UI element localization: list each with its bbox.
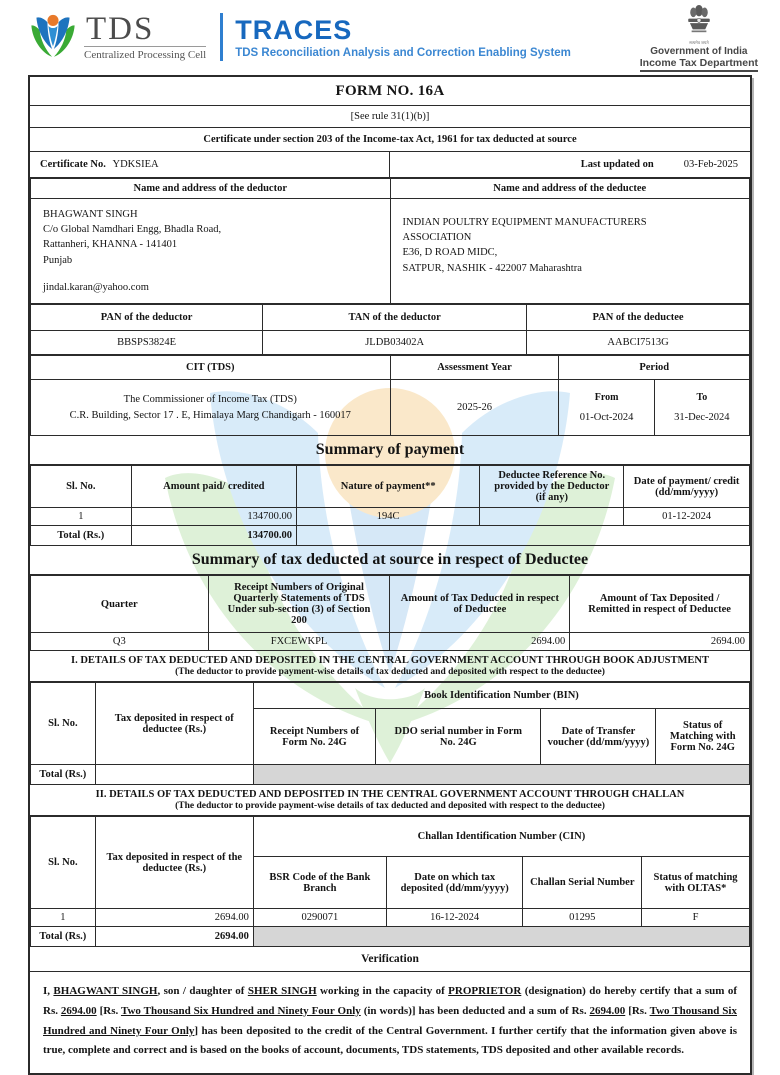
verification-designation: PROPRIETOR bbox=[448, 985, 522, 998]
deductor-address-line: Rattanheri, KHANNA - 141401 bbox=[43, 239, 178, 251]
s2-row-bsr: 0290071 bbox=[253, 909, 386, 927]
col-deductee-ref: Deductee Reference No. provided by the Deductor (if any) bbox=[480, 466, 624, 508]
s1-bin-header: Book Identification Number (BIN) bbox=[253, 683, 749, 709]
s2-col-sl: Sl. No. bbox=[31, 817, 96, 909]
pan-tan-table bbox=[30, 304, 750, 355]
s1-col-ddo-serial: DDO serial number in Form No. 24G bbox=[376, 709, 541, 765]
certificate-description: Certificate under section 203 of the Income-tax Act, 1961 for tax deducted at source bbox=[30, 128, 750, 152]
pan-deductor-value: BBSPS3824E bbox=[31, 331, 263, 355]
s2-col-deposit-date: Date on which tax deposited (dd/mm/yyyy) bbox=[386, 857, 523, 909]
summary-payment-title: Summary of payment bbox=[30, 436, 750, 465]
assessment-year-value: 2025-26 bbox=[390, 380, 559, 436]
deductor-address-header: Name and address of the deductor bbox=[31, 179, 391, 199]
certificate-number-row bbox=[30, 152, 750, 178]
verification-text bbox=[30, 972, 750, 1073]
pan-deductee-value: AABCI7513G bbox=[527, 331, 750, 355]
challan-table bbox=[30, 816, 750, 947]
last-updated-cell bbox=[390, 152, 750, 177]
tax-row-quarter: Q3 bbox=[31, 633, 209, 651]
s2-col-tax-deposited: Tax deposited in respect of the deductee (Rs.) bbox=[95, 817, 253, 909]
tds-logo bbox=[30, 11, 206, 63]
certificate-no-value: YDKSIEA bbox=[112, 159, 159, 170]
tan-deductor-value: JLDB03402A bbox=[263, 331, 527, 355]
period-header: Period bbox=[559, 356, 750, 380]
verification-amount-deducted: 2694.00 bbox=[60, 1004, 97, 1017]
s2-row-status: F bbox=[642, 909, 750, 927]
cit-address-line2: C.R. Building, Sector 17 . E, Himalaya Marg Chandigarh - 160017 bbox=[69, 409, 351, 421]
form-title: FORM NO. 16A bbox=[30, 77, 750, 106]
traces-tagline: TDS Reconciliation Analysis and Correction Enabling System bbox=[235, 47, 571, 59]
deductor-name: BHAGWANT SINGH bbox=[43, 209, 138, 220]
summary-tax-table bbox=[30, 575, 750, 651]
s2-cin-header: Challan Identification Number (CIN) bbox=[253, 817, 749, 857]
s1-col-transfer-date: Date of Transfer voucher (dd/mm/yyyy) bbox=[541, 709, 656, 765]
payment-total-label: Total (Rs.) bbox=[31, 526, 132, 546]
period-from-label: From bbox=[594, 392, 619, 404]
col-amount-paid: Amount paid/ credited bbox=[131, 466, 296, 508]
deductee-name: INDIAN POULTRY EQUIPMENT MANUFACTURERS bbox=[402, 217, 647, 228]
tds-flower-icon bbox=[30, 11, 76, 63]
deductor-address-line: C/o Global Namdhari Engg, Bhadla Road, bbox=[43, 224, 222, 236]
verification-segment: [Rs. bbox=[96, 1004, 121, 1017]
traces-block bbox=[235, 15, 571, 59]
income-tax-department-label: Income Tax Department bbox=[640, 57, 758, 72]
s1-total-shaded bbox=[253, 765, 749, 785]
section2-heading bbox=[30, 785, 750, 816]
col-tax-deducted: Amount of Tax Deducted in respect of Deductee bbox=[390, 576, 570, 633]
verification-title: Verification bbox=[30, 947, 750, 972]
assessment-year-header: Assessment Year bbox=[390, 356, 559, 380]
payment-row-sl: 1 bbox=[31, 508, 132, 526]
s2-col-bsr-code: BSR Code of the Bank Branch bbox=[253, 857, 386, 909]
traces-title: TRACES bbox=[235, 15, 353, 45]
s2-col-oltas-status: Status of matching with OLTAS* bbox=[642, 857, 750, 909]
last-updated-value: 03-Feb-2025 bbox=[683, 159, 738, 170]
payment-row-date: 01-12-2024 bbox=[624, 508, 750, 526]
verification-segment: ] has been deposited to the credit of the Central Government. I further certify that the information given above is true, complete and correct and is based on the books of account, documents, TDS statements, TDS deposited and other available records. bbox=[43, 1024, 737, 1057]
header-divider bbox=[220, 13, 223, 61]
emblem-motto: सत्यमेव जयते bbox=[689, 39, 709, 45]
government-block bbox=[640, 3, 758, 72]
s1-total-label: Total (Rs.) bbox=[31, 765, 96, 785]
cit-period-table bbox=[30, 355, 750, 436]
deductor-address bbox=[31, 199, 391, 304]
pan-deductor-header: PAN of the deductor bbox=[31, 305, 263, 331]
deductor-email: jindal.karan@yahoo.com bbox=[43, 281, 149, 293]
s2-col-challan-serial: Challan Serial Number bbox=[523, 857, 642, 909]
section2-subtitle: (The deductor to provide payment-wise details of tax deducted and deposited with respect to the deductee) bbox=[175, 801, 605, 812]
verification-amount-deposited-words: Two Thousand Six Hundred and Ninety Four Only bbox=[43, 1004, 737, 1037]
form-box bbox=[28, 75, 752, 1075]
ashoka-emblem-icon bbox=[682, 3, 716, 41]
verification-segment: I, bbox=[43, 985, 54, 998]
payment-row-nature: 194C bbox=[297, 508, 480, 526]
deductee-address bbox=[390, 199, 750, 304]
deductee-address-header: Name and address of the deductee bbox=[390, 179, 750, 199]
deductor-address-line: Punjab bbox=[43, 254, 73, 266]
payment-total-value: 134700.00 bbox=[131, 526, 296, 546]
cit-address-line1: The Commissioner of Income Tax (TDS) bbox=[123, 393, 297, 405]
government-of-india-label: Government of India bbox=[650, 45, 748, 57]
col-quarter: Quarter bbox=[31, 576, 209, 633]
payment-total-empty bbox=[297, 526, 750, 546]
certificate-no-label: Certificate No. bbox=[40, 159, 106, 170]
parties-table bbox=[30, 178, 750, 304]
form-16a-document bbox=[28, 75, 752, 1075]
period-from-cell bbox=[559, 380, 654, 436]
summary-tax-title: Summary of tax deducted at source in respect of Deductee bbox=[30, 546, 750, 575]
tax-row-receipt: FXCEWKPL bbox=[208, 633, 390, 651]
page-header bbox=[30, 5, 758, 69]
tds-logo-text bbox=[84, 11, 207, 63]
s2-row-date: 16-12-2024 bbox=[386, 909, 523, 927]
s1-col-sl: Sl. No. bbox=[31, 683, 96, 765]
section1-subtitle: (The deductor to provide payment-wise details of tax deducted and deposited with respect to the deductee) bbox=[175, 667, 605, 678]
verification-segment: (in words)] has been deducted and a sum of Rs. bbox=[360, 1004, 590, 1017]
col-receipt-numbers: Receipt Numbers of Original Quarterly Statements of TDS Under sub-section (3) of Section 200 bbox=[208, 576, 390, 633]
deductee-name-line: ASSOCIATION bbox=[402, 232, 472, 244]
tan-deductor-header: TAN of the deductor bbox=[263, 305, 527, 331]
s2-total-value: 2694.00 bbox=[95, 927, 253, 947]
col-date-of-payment: Date of payment/ credit (dd/mm/yyyy) bbox=[624, 466, 750, 508]
section1-title: I. DETAILS OF TAX DEDUCTED AND DEPOSITED IN THE CENTRAL GOVERNMENT ACCOUNT THROUGH BOOK ADJUSTMENT bbox=[71, 655, 709, 667]
section1-heading bbox=[30, 651, 750, 682]
certificate-number-cell bbox=[30, 152, 390, 177]
last-updated-label: Last updated on bbox=[580, 159, 654, 170]
s1-col-match-status: Status of Matching with Form No. 24G bbox=[656, 709, 750, 765]
tax-row-deducted: 2694.00 bbox=[390, 633, 570, 651]
deductee-address-line: E36, D ROAD MIDC, bbox=[402, 247, 498, 259]
verification-segment: working in the capacity of bbox=[316, 985, 449, 998]
verification-deductor-name: BHAGWANT SINGH bbox=[53, 985, 158, 998]
pan-deductee-header: PAN of the deductee bbox=[527, 305, 750, 331]
s2-row-serial: 01295 bbox=[523, 909, 642, 927]
s2-row-sl: 1 bbox=[31, 909, 96, 927]
period-to-cell bbox=[654, 380, 749, 436]
tds-logo-title: TDS bbox=[84, 14, 206, 47]
col-sl-no: Sl. No. bbox=[31, 466, 132, 508]
s1-col-receipt-24g: Receipt Numbers of Form No. 24G bbox=[253, 709, 375, 765]
rule-reference: [See rule 31(1)(b)] bbox=[30, 106, 750, 128]
s1-col-tax-deposited: Tax deposited in respect of deductee (Rs.) bbox=[95, 683, 253, 765]
tds-logo-subtitle: Centralized Processing Cell bbox=[84, 49, 207, 61]
cit-header: CIT (TDS) bbox=[31, 356, 391, 380]
payment-row-ref bbox=[480, 508, 624, 526]
period-from-value: 01-Oct-2024 bbox=[579, 412, 634, 424]
verification-segment: [Rs. bbox=[625, 1004, 650, 1017]
s2-row-tax: 2694.00 bbox=[95, 909, 253, 927]
summary-payment-table bbox=[30, 465, 750, 546]
deductee-address-line: SATPUR, NASHIK - 422007 Maharashtra bbox=[402, 262, 582, 274]
tax-row-deposited: 2694.00 bbox=[570, 633, 750, 651]
cit-address bbox=[31, 380, 391, 436]
s2-total-label: Total (Rs.) bbox=[31, 927, 96, 947]
verification-segment: , son / daughter of bbox=[157, 985, 248, 998]
period-to-label: To bbox=[696, 392, 708, 404]
s2-total-shaded bbox=[253, 927, 749, 947]
verification-segment: (designation) do hereby certify that a sum of Rs. bbox=[43, 985, 737, 1017]
col-tax-deposited: Amount of Tax Deposited / Remitted in respect of Deductee bbox=[570, 576, 750, 633]
payment-row-amount: 134700.00 bbox=[131, 508, 296, 526]
verification-amount-deposited: 2694.00 bbox=[589, 1004, 626, 1017]
book-adjustment-table bbox=[30, 682, 750, 785]
col-nature-of-payment: Nature of payment** bbox=[297, 466, 480, 508]
period-to-value: 31-Dec-2024 bbox=[674, 412, 730, 424]
section2-title: II. DETAILS OF TAX DEDUCTED AND DEPOSITED IN THE CENTRAL GOVERNMENT ACCOUNT THROUGH CHALLAN bbox=[95, 789, 685, 801]
verification-amount-words: Two Thousand Six Hundred and Ninety Four Only bbox=[120, 1004, 361, 1017]
verification-father-name: SHER SINGH bbox=[247, 985, 317, 998]
s1-total-value bbox=[95, 765, 253, 785]
